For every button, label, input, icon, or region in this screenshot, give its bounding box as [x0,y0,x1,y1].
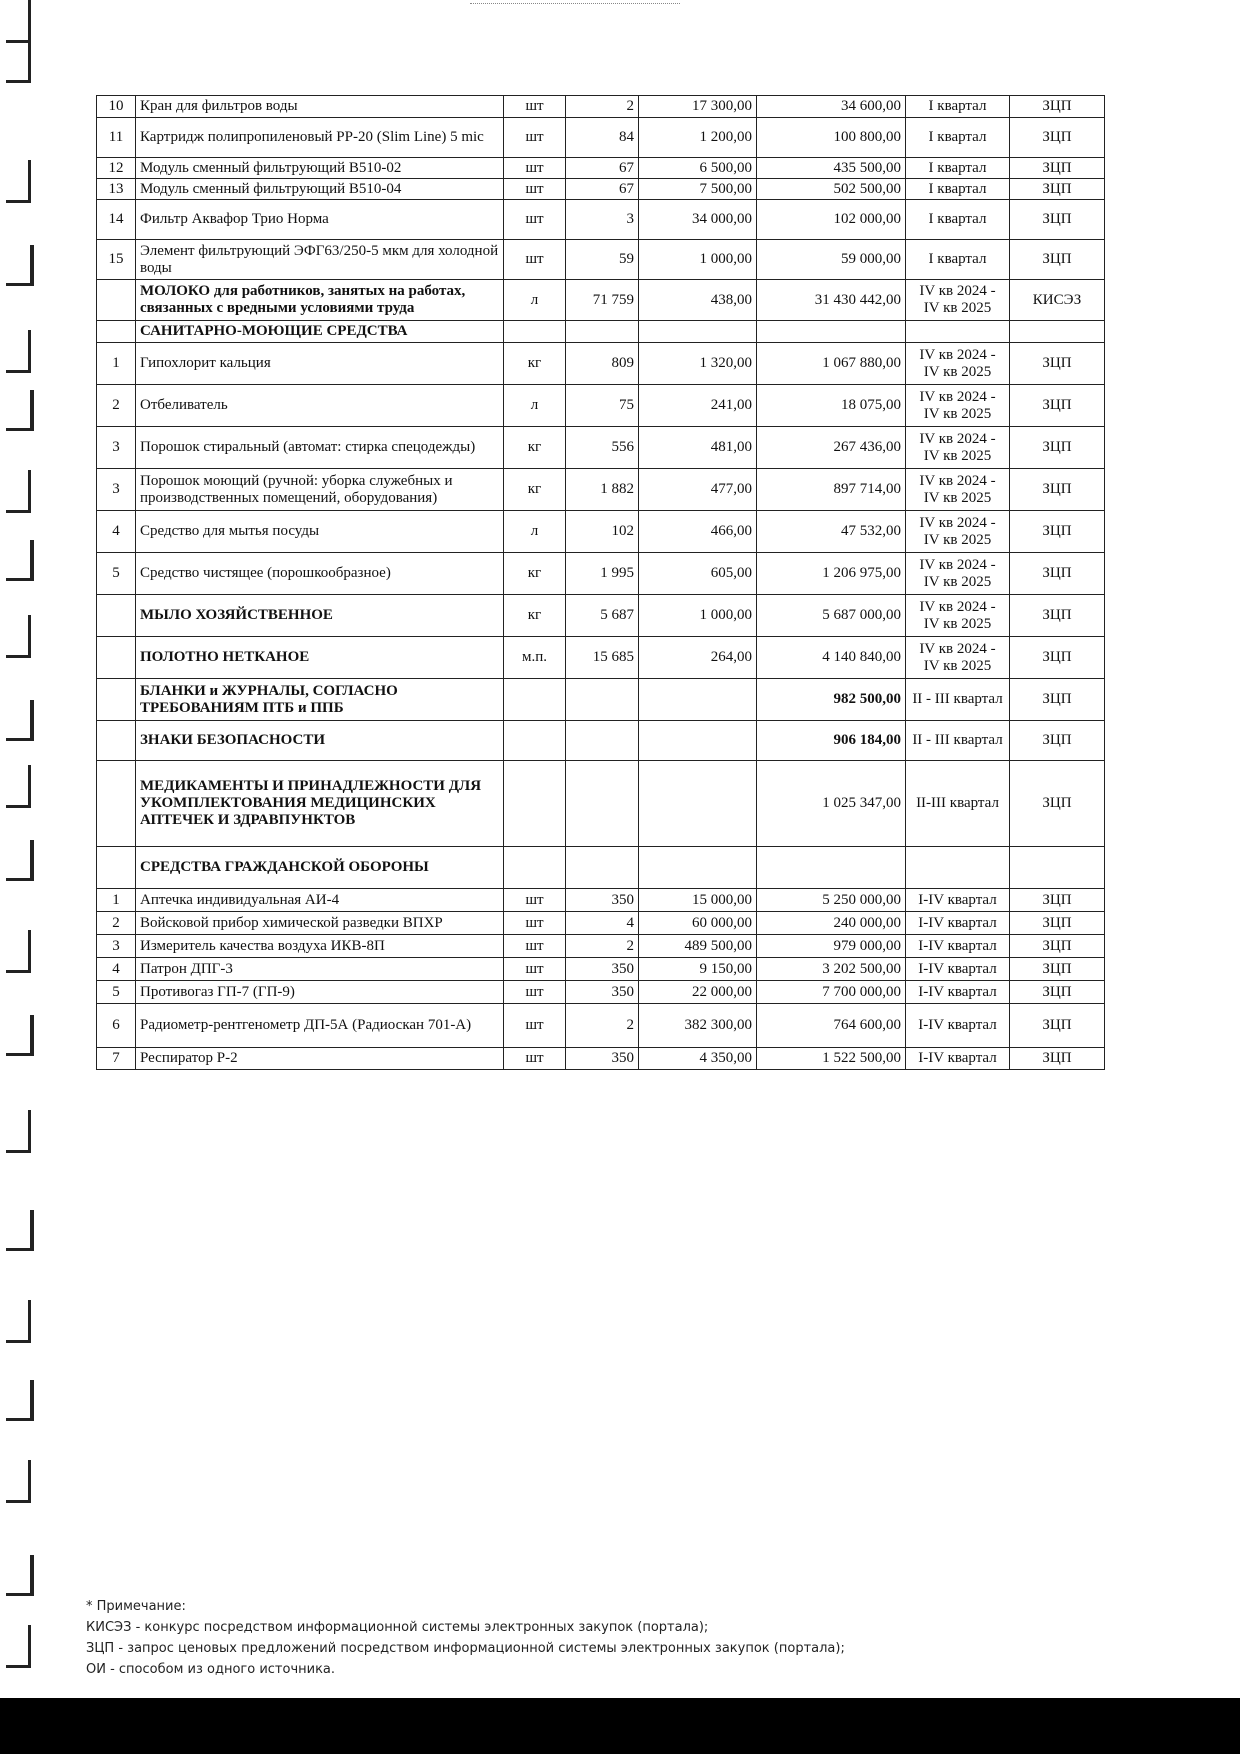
footnote-heading: * Примечание: [86,1599,186,1614]
unit-cell: шт [504,1048,566,1070]
method-cell [1010,847,1105,889]
sum-cell: 1 522 500,00 [757,1048,906,1070]
term-cell: I-IV квартал [906,912,1010,935]
price-cell [639,847,757,889]
term-cell: IV кв 2024 - IV кв 2025 [906,343,1010,385]
item-name: Модуль сменный фильтрующий B510-02 [136,158,504,179]
table-row [97,469,1105,511]
method-cell: ЗЦП [1010,679,1105,721]
term-cell: I-IV квартал [906,958,1010,981]
item-name: Модуль сменный фильтрующий B510-04 [136,179,504,200]
row-number: 4 [97,958,136,981]
term-cell: IV кв 2024 - IV кв 2025 [906,427,1010,469]
sum-cell: 979 000,00 [757,935,906,958]
row-number: 1 [97,889,136,912]
table-row [97,118,1105,158]
quantity-cell: 809 [566,343,639,385]
row-number: 3 [97,469,136,511]
row-number: 12 [97,158,136,179]
scan-bottom-border [0,1698,1240,1754]
quantity-cell: 15 685 [566,637,639,679]
row-number: 4 [97,511,136,553]
table-row [97,179,1105,200]
sum-cell: 100 800,00 [757,118,906,158]
price-cell: 34 000,00 [639,200,757,240]
row-number [97,280,136,321]
term-cell: I-IV квартал [906,1048,1010,1070]
item-name: Гипохлорит кальция [136,343,504,385]
method-cell: ЗЦП [1010,981,1105,1004]
table-row [97,240,1105,280]
price-cell: 7 500,00 [639,179,757,200]
item-name: Фильтр Аквафор Трио Норма [136,200,504,240]
quantity-cell: 350 [566,1048,639,1070]
item-name: Аптечка индивидуальная АИ-4 [136,889,504,912]
sum-cell: 1 025 347,00 [757,761,906,847]
quantity-cell [566,721,639,761]
sum-cell: 102 000,00 [757,200,906,240]
sum-cell: 764 600,00 [757,1004,906,1048]
table-row [97,321,1105,343]
unit-cell: кг [504,343,566,385]
price-cell: 481,00 [639,427,757,469]
term-cell: I квартал [906,118,1010,158]
quantity-cell: 556 [566,427,639,469]
item-name: СРЕДСТВА ГРАЖДАНСКОЙ ОБОРОНЫ [136,847,504,889]
item-name: Патрон ДПГ-3 [136,958,504,981]
method-cell: ЗЦП [1010,96,1105,118]
row-number: 10 [97,96,136,118]
term-cell: I-IV квартал [906,889,1010,912]
method-cell: ЗЦП [1010,721,1105,761]
footnote-line: ОИ - способом из одного источника. [86,1662,336,1677]
unit-cell: кг [504,427,566,469]
item-name: Элемент фильтрующий ЭФГ63/250-5 мкм для холодной воды [136,240,504,280]
unit-cell: шт [504,958,566,981]
table-row [97,1004,1105,1048]
table-row [97,385,1105,427]
item-name: Противогаз ГП-7 (ГП-9) [136,981,504,1004]
term-cell: IV кв 2024 - IV кв 2025 [906,469,1010,511]
method-cell: ЗЦП [1010,637,1105,679]
quantity-cell: 350 [566,958,639,981]
binder-mark [6,615,31,658]
method-cell: ЗЦП [1010,761,1105,847]
method-cell: ЗЦП [1010,1004,1105,1048]
row-number: 11 [97,118,136,158]
unit-cell: кг [504,553,566,595]
sum-cell: 1 206 975,00 [757,553,906,595]
table-row [97,1048,1105,1070]
sum-cell: 59 000,00 [757,240,906,280]
binder-mark [6,1380,34,1421]
quantity-cell: 2 [566,96,639,118]
method-cell: ЗЦП [1010,427,1105,469]
price-cell: 466,00 [639,511,757,553]
row-number: 14 [97,200,136,240]
quantity-cell: 1 995 [566,553,639,595]
price-cell [639,721,757,761]
price-cell: 489 500,00 [639,935,757,958]
item-name: Порошок стиральный (автомат: стирка спецодежды) [136,427,504,469]
unit-cell [504,321,566,343]
price-cell [639,761,757,847]
procurement-table [96,95,1105,1070]
quantity-cell: 350 [566,981,639,1004]
table-row [97,889,1105,912]
method-cell [1010,321,1105,343]
top-edge-mark [470,3,680,4]
unit-cell: м.п. [504,637,566,679]
quantity-cell: 5 687 [566,595,639,637]
term-cell [906,321,1010,343]
table-row [97,158,1105,179]
binder-mark [6,765,31,808]
sum-cell: 3 202 500,00 [757,958,906,981]
price-cell: 438,00 [639,280,757,321]
row-number: 7 [97,1048,136,1070]
unit-cell [504,847,566,889]
price-cell: 4 350,00 [639,1048,757,1070]
table-body [97,96,1105,1070]
footnote [86,1596,845,1680]
quantity-cell: 3 [566,200,639,240]
price-cell [639,321,757,343]
sum-cell: 34 600,00 [757,96,906,118]
item-name: ПОЛОТНО НЕТКАНОЕ [136,637,504,679]
sum-cell: 31 430 442,00 [757,280,906,321]
binder-mark [6,840,34,881]
price-cell: 60 000,00 [639,912,757,935]
price-cell: 1 000,00 [639,595,757,637]
table-row [97,343,1105,385]
price-cell: 1 200,00 [639,118,757,158]
sum-cell [757,321,906,343]
term-cell: I квартал [906,158,1010,179]
unit-cell: шт [504,158,566,179]
unit-cell: л [504,511,566,553]
term-cell: I квартал [906,96,1010,118]
table-row [97,427,1105,469]
table-row [97,553,1105,595]
item-name: Порошок моющий (ручной: уборка служебных и производственных помещений, оборудования) [136,469,504,511]
method-cell: ЗЦП [1010,200,1105,240]
row-number [97,761,136,847]
unit-cell: шт [504,200,566,240]
row-number [97,637,136,679]
binder-mark [6,390,34,431]
method-cell: ЗЦП [1010,912,1105,935]
term-cell: IV кв 2024 - IV кв 2025 [906,553,1010,595]
binder-mark [6,0,31,43]
sum-cell: 4 140 840,00 [757,637,906,679]
method-cell: ЗЦП [1010,158,1105,179]
quantity-cell: 75 [566,385,639,427]
item-name: САНИТАРНО-МОЮЩИЕ СРЕДСТВА [136,321,504,343]
term-cell: II-III квартал [906,761,1010,847]
unit-cell: шт [504,889,566,912]
sum-cell: 18 075,00 [757,385,906,427]
table-row [97,511,1105,553]
row-number [97,847,136,889]
row-number [97,679,136,721]
unit-cell: шт [504,179,566,200]
term-cell: I-IV квартал [906,935,1010,958]
binder-mark [6,1625,31,1668]
sum-cell: 7 700 000,00 [757,981,906,1004]
item-name: Измеритель качества воздуха ИКВ-8П [136,935,504,958]
table-row [97,637,1105,679]
unit-cell [504,761,566,847]
sum-cell: 906 184,00 [757,721,906,761]
method-cell: ЗЦП [1010,553,1105,595]
method-cell: ЗЦП [1010,343,1105,385]
quantity-cell: 67 [566,158,639,179]
price-cell: 6 500,00 [639,158,757,179]
term-cell: IV кв 2024 - IV кв 2025 [906,385,1010,427]
binder-mark [6,245,34,286]
binder-mark [6,330,31,373]
item-name: БЛАНКИ и ЖУРНАЛЫ, СОГЛАСНО ТРЕБОВАНИЯМ ПТБ и ППБ [136,679,504,721]
quantity-cell [566,321,639,343]
price-cell: 382 300,00 [639,1004,757,1048]
sum-cell: 982 500,00 [757,679,906,721]
unit-cell: шт [504,912,566,935]
quantity-cell [566,761,639,847]
binder-mark [6,1300,31,1343]
quantity-cell: 2 [566,1004,639,1048]
price-cell: 605,00 [639,553,757,595]
method-cell: ЗЦП [1010,889,1105,912]
table-row [97,721,1105,761]
quantity-cell: 350 [566,889,639,912]
sum-cell: 502 500,00 [757,179,906,200]
price-cell: 17 300,00 [639,96,757,118]
unit-cell [504,721,566,761]
binder-mark [6,1555,34,1596]
row-number: 2 [97,912,136,935]
term-cell: I квартал [906,240,1010,280]
price-cell: 264,00 [639,637,757,679]
row-number: 5 [97,981,136,1004]
unit-cell: шт [504,96,566,118]
binder-mark [6,1210,34,1251]
term-cell [906,847,1010,889]
price-cell: 241,00 [639,385,757,427]
row-number: 2 [97,385,136,427]
row-number: 3 [97,935,136,958]
table-row [97,958,1105,981]
quantity-cell: 71 759 [566,280,639,321]
binder-mark [6,40,31,83]
table-row [97,981,1105,1004]
row-number [97,721,136,761]
item-name: Отбеливатель [136,385,504,427]
item-name: Кран для фильтров воды [136,96,504,118]
footnote-line: ЗЦП - запрос ценовых предложений посредством информационной системы электронных закупок (портала); [86,1641,845,1656]
table-row [97,280,1105,321]
sum-cell: 435 500,00 [757,158,906,179]
binder-mark [6,1110,31,1153]
row-number: 3 [97,427,136,469]
table-row [97,595,1105,637]
item-name: ЗНАКИ БЕЗОПАСНОСТИ [136,721,504,761]
item-name: Средство для мытья посуды [136,511,504,553]
method-cell: ЗЦП [1010,118,1105,158]
row-number: 15 [97,240,136,280]
binder-mark [6,470,31,513]
method-cell: ЗЦП [1010,511,1105,553]
term-cell: I квартал [906,200,1010,240]
term-cell: I квартал [906,179,1010,200]
item-name: МЕДИКАМЕНТЫ И ПРИНАДЛЕЖНОСТИ ДЛЯ УКОМПЛЕКТОВАНИЯ МЕДИЦИНСКИХ АПТЕЧЕК И ЗДРАВПУНКТОВ [136,761,504,847]
item-name: Картридж полипропиленовый PP-20 (Slim Line) 5 mic [136,118,504,158]
quantity-cell: 4 [566,912,639,935]
quantity-cell: 2 [566,935,639,958]
binder-mark [6,540,34,581]
quantity-cell: 102 [566,511,639,553]
item-name: Радиометр-рентгенометр ДП-5А (Радиоскан 701-А) [136,1004,504,1048]
term-cell: I-IV квартал [906,1004,1010,1048]
binder-mark [6,930,31,973]
sum-cell: 267 436,00 [757,427,906,469]
price-cell [639,679,757,721]
binder-mark [6,1460,31,1503]
sum-cell: 5 250 000,00 [757,889,906,912]
unit-cell: шт [504,981,566,1004]
price-cell: 1 000,00 [639,240,757,280]
footnote-line: КИСЭЗ - конкурс посредством информационной системы электронных закупок (портала); [86,1620,709,1635]
price-cell: 22 000,00 [639,981,757,1004]
method-cell: ЗЦП [1010,385,1105,427]
binder-holes [0,0,60,1700]
item-name: Средство чистящее (порошкообразное) [136,553,504,595]
unit-cell: шт [504,118,566,158]
sum-cell: 240 000,00 [757,912,906,935]
table-row [97,200,1105,240]
table-row [97,761,1105,847]
quantity-cell [566,847,639,889]
sum-cell: 1 067 880,00 [757,343,906,385]
binder-mark [6,160,31,203]
unit-cell: шт [504,1004,566,1048]
term-cell: I-IV квартал [906,981,1010,1004]
binder-mark [6,700,34,741]
price-cell: 1 320,00 [639,343,757,385]
term-cell: IV кв 2024 - IV кв 2025 [906,637,1010,679]
quantity-cell: 1 882 [566,469,639,511]
table-row [97,935,1105,958]
quantity-cell: 59 [566,240,639,280]
unit-cell: шт [504,240,566,280]
unit-cell: кг [504,595,566,637]
item-name: МЫЛО ХОЗЯЙСТВЕННОЕ [136,595,504,637]
row-number: 1 [97,343,136,385]
method-cell: ЗЦП [1010,179,1105,200]
sum-cell: 47 532,00 [757,511,906,553]
price-cell: 9 150,00 [639,958,757,981]
term-cell: II - III квартал [906,721,1010,761]
binder-mark [6,1015,34,1056]
item-name: Респиратор Р-2 [136,1048,504,1070]
term-cell: IV кв 2024 - IV кв 2025 [906,511,1010,553]
sum-cell: 5 687 000,00 [757,595,906,637]
term-cell: II - III квартал [906,679,1010,721]
method-cell: ЗЦП [1010,595,1105,637]
quantity-cell: 84 [566,118,639,158]
term-cell: IV кв 2024 - IV кв 2025 [906,595,1010,637]
price-cell: 15 000,00 [639,889,757,912]
term-cell: IV кв 2024 - IV кв 2025 [906,280,1010,321]
unit-cell: л [504,280,566,321]
row-number: 13 [97,179,136,200]
price-cell: 477,00 [639,469,757,511]
quantity-cell: 67 [566,179,639,200]
unit-cell: кг [504,469,566,511]
method-cell: ЗЦП [1010,1048,1105,1070]
item-name: Войсковой прибор химической разведки ВПХР [136,912,504,935]
method-cell: ЗЦП [1010,958,1105,981]
method-cell: ЗЦП [1010,240,1105,280]
method-cell: ЗЦП [1010,935,1105,958]
item-name: МОЛОКО для работников, занятых на работах, связанных с вредными условиями труда [136,280,504,321]
row-number [97,595,136,637]
table-row [97,912,1105,935]
sum-cell [757,847,906,889]
row-number: 5 [97,553,136,595]
table-row [97,847,1105,889]
unit-cell: шт [504,935,566,958]
method-cell: ЗЦП [1010,469,1105,511]
unit-cell [504,679,566,721]
unit-cell: л [504,385,566,427]
table-row [97,679,1105,721]
sum-cell: 897 714,00 [757,469,906,511]
quantity-cell [566,679,639,721]
row-number [97,321,136,343]
table-row [97,96,1105,118]
row-number: 6 [97,1004,136,1048]
method-cell: КИСЭЗ [1010,280,1105,321]
